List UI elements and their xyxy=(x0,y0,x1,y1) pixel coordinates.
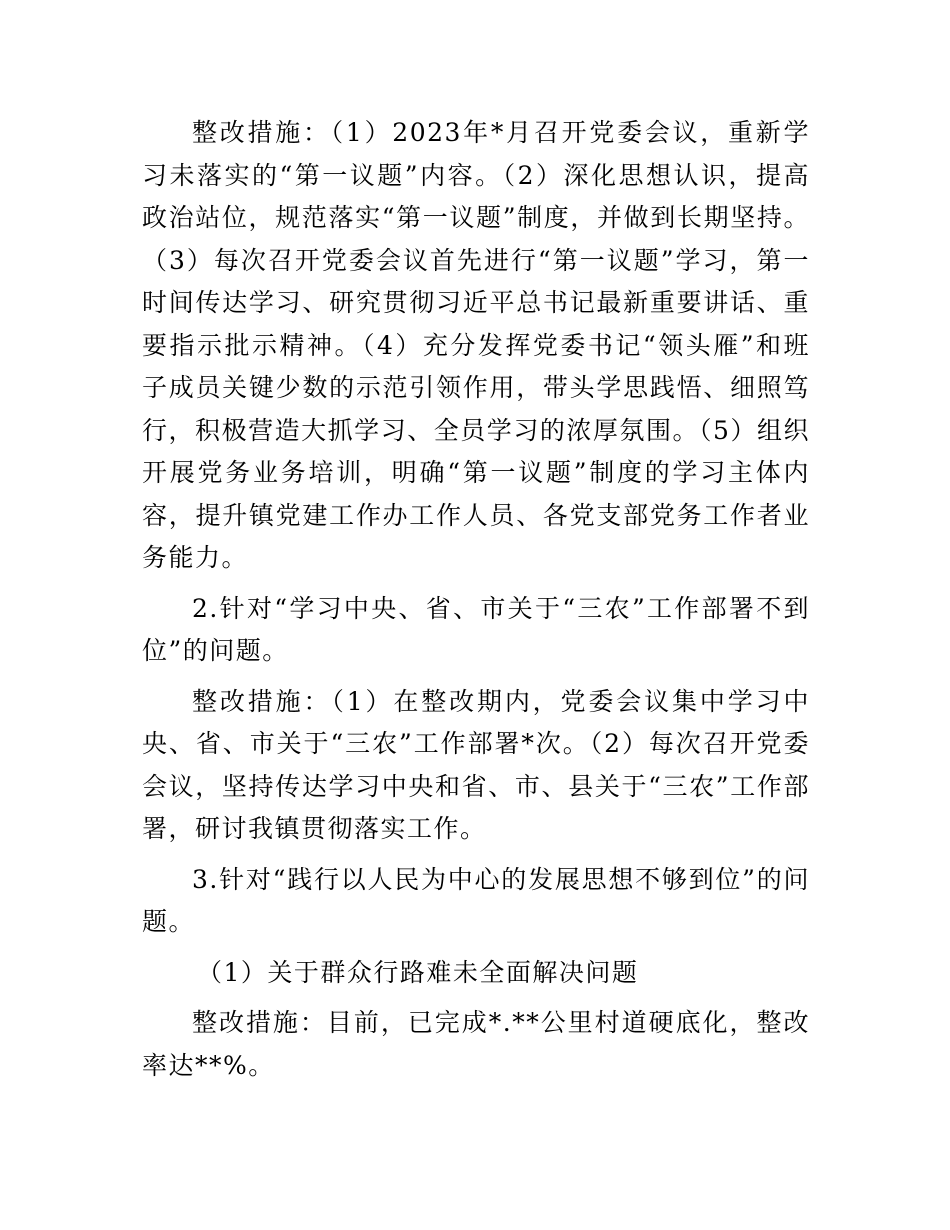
paragraph-subitem-1-heading: （1）关于群众行路难未全面解决问题 xyxy=(197,957,639,987)
paragraph-item-2-heading: 2.针对“学习中央、省、市关于“三农”工作部署不到位”的问题。 xyxy=(142,593,810,665)
paragraph-measures-1: 整改措施：（1）2023年*月召开党委会议，重新学习未落实的“第一议题”内容。（2）深化思想认识，提高政治站位，规范落实“第一议题”制度，并做到长期坚持。（3）每次召开党委会议首先进行“第一议题”学习，第一时间传达学习、研究贯彻习近平总书记最新重要讲话、重要指示批示精神。（4）充分发挥党委书记“领头雁”和班子成员关键少数的示范引领作用，带头学思践悟、细照笃行，积极营造大抓学习、全员学习的浓厚氛围。（5）组织开展党务业务培训，明确“第一议题”制度的学习主体内容，提升镇党建工作办工作人员、各党支部党务工作者业务能力。 xyxy=(142,118,810,572)
paragraph-measures-3: 整改措施：目前，已完成*.**公里村道硬底化，整改率达**%。 xyxy=(142,1008,810,1080)
document-body xyxy=(142,112,810,1087)
paragraph-item-3-heading: 3.针对“践行以人民为中心的发展思想不够到位”的问题。 xyxy=(142,864,810,936)
paragraph-measures-2: 整改措施：（1）在整改期内，党委会议集中学习中央、省、市关于“三农”工作部署*次。（2）每次召开党委会议，坚持传达学习中央和省、市、县关于“三农”工作部署，研讨我镇贯彻落实工作。 xyxy=(142,686,810,843)
